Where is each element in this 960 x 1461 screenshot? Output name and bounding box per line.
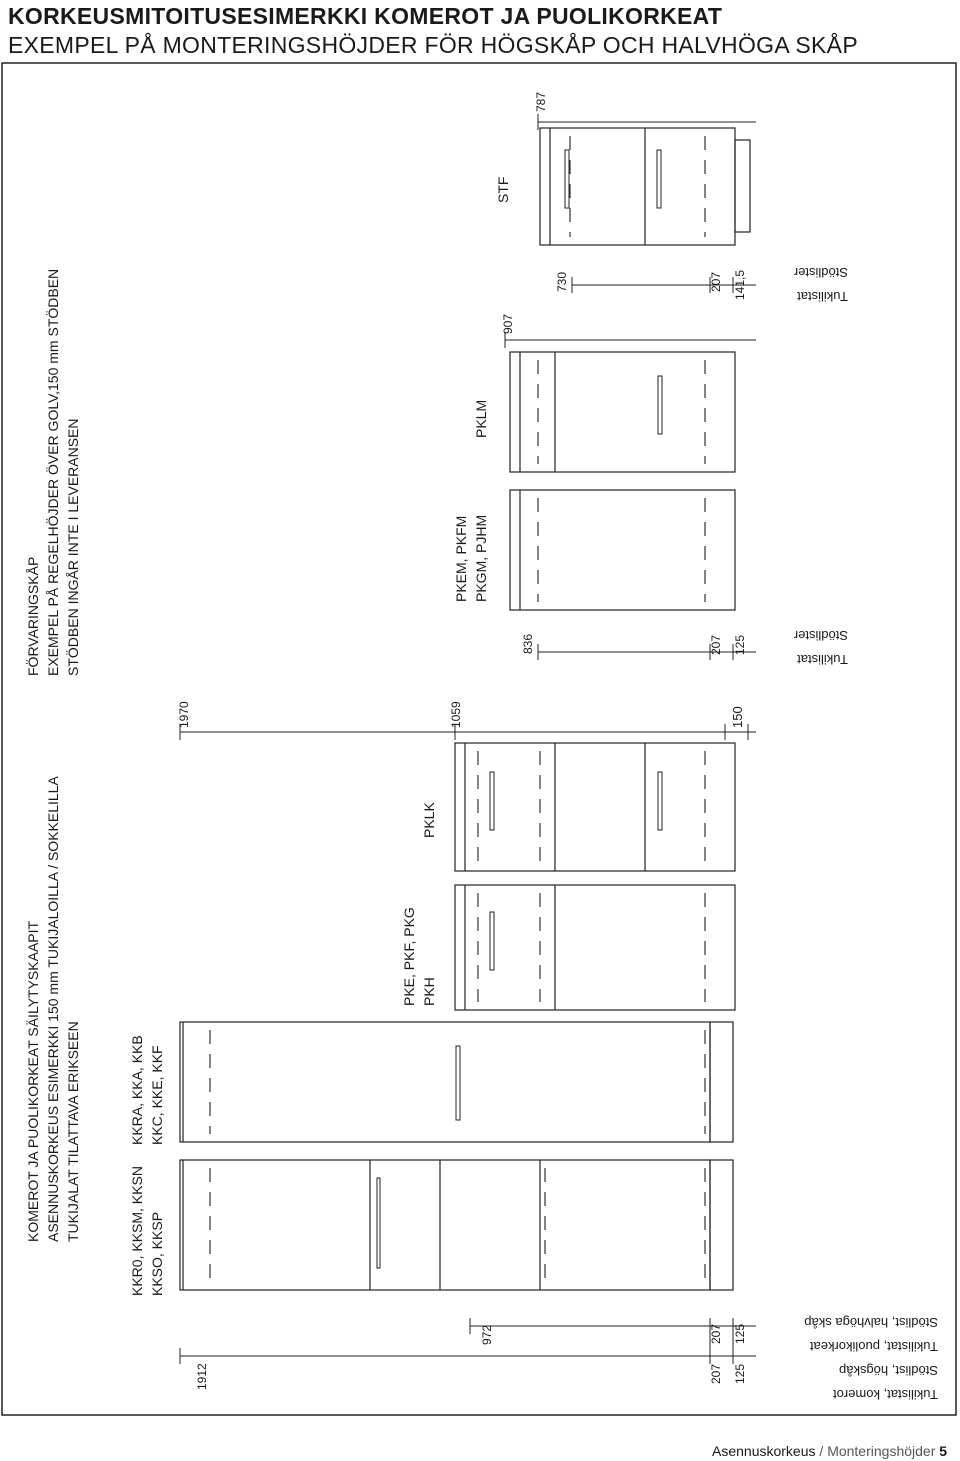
- storage-cabinet-hidden-lines: [538, 136, 705, 602]
- dim-125-mid: 125: [733, 1323, 747, 1344]
- legend-mid: [793, 628, 848, 667]
- dim-972: 972: [480, 1324, 494, 1345]
- dim-207-left: 207: [709, 1363, 723, 1384]
- label-kkr: KKR0, KKSM, KKSN: [129, 1166, 145, 1296]
- dimension-lines: [180, 114, 756, 1364]
- dim-1059: 1059: [449, 701, 463, 728]
- note-right-3: STÖDBEN INGÅR INTE I LEVERANSEN: [65, 418, 81, 676]
- legend-mid-1: Tukilistat: [797, 652, 848, 667]
- legend-top-1: Tukilistat: [797, 289, 848, 304]
- legend-bottom-2: Stödlist, högskåp: [838, 1363, 938, 1378]
- model-labels: [129, 177, 511, 1296]
- footer-separator: /: [815, 1443, 828, 1459]
- legend-top: [793, 265, 848, 304]
- label-stf: STF: [495, 176, 511, 203]
- tall-cabinet-handles: [377, 1046, 460, 1268]
- footer-section-fi: Asennuskorkeus: [712, 1443, 816, 1459]
- legend-bottom-3: Tukilistat, puolikorkeat: [809, 1339, 938, 1354]
- label-pke: PKE, PKF, PKG: [401, 907, 417, 1006]
- storage-cabinets-right: [510, 128, 750, 610]
- note-left-2: ASENNUSKORKEUS ESIMERKKI 150 mm TUKIJALOILLA / SOKKELILLA: [45, 776, 61, 1242]
- legend-bottom-4: Stödlist, halvhöga skåp: [804, 1315, 938, 1330]
- note-right-2: EXEMPEL PÅ REGELHÖJDER ÖVER GOLV,150 mm STÖDBEN: [45, 268, 61, 676]
- legend-bottom-1: Tukilistat, komerot: [833, 1387, 938, 1402]
- page-title: KORKEUSMITOITUSESIMERKKI KOMEROT JA PUOLIKORKEAT: [8, 3, 723, 29]
- note-left-3: TUKIJALAT TILATTAVA ERIKSEEN: [65, 1021, 81, 1242]
- label-pklk: PKLK: [421, 802, 437, 838]
- dim-150: 150: [730, 706, 745, 728]
- label-kkra: KKRA, KKA, KKB: [129, 1035, 145, 1145]
- half-cabinet-hidden-lines: [478, 751, 705, 1002]
- notes-right: [24, 269, 81, 676]
- legend-bottom: [804, 1315, 938, 1402]
- dim-787: 787: [534, 91, 548, 112]
- note-left-1: KOMEROT JA PUOLIKORKEAT SÄILYTYSKAAPIT: [25, 920, 41, 1242]
- page-footer: [712, 1443, 947, 1459]
- label-pkh: PKH: [421, 977, 437, 1006]
- label-pkem: PKEM, PKFM: [453, 515, 469, 602]
- tall-cabinet-hidden-lines: [210, 1030, 705, 1282]
- footer-section-sv: Monteringshöjder: [827, 1443, 936, 1459]
- dim-1912: 1912: [195, 1363, 209, 1390]
- storage-cabinet-handles: [565, 150, 662, 434]
- dim-730: 730: [555, 271, 569, 292]
- label-pklm: PKLM: [473, 399, 489, 438]
- dim-836: 836: [521, 633, 535, 654]
- notes-left: [25, 776, 81, 1242]
- dim-907: 907: [501, 313, 515, 334]
- dim-207-right: 207: [709, 634, 723, 655]
- note-right-1: FÖRVARINGSKÅP: [25, 556, 41, 676]
- dim-1970: 1970: [177, 701, 191, 728]
- dimension-labels: [177, 92, 747, 1390]
- label-pkgm: PKGM, PJHM: [473, 514, 489, 602]
- half-cabinets-middle: [455, 743, 735, 1010]
- legend-mid-2: Stödlister: [793, 628, 848, 643]
- dim-207-mid: 207: [709, 1323, 723, 1344]
- legend-top-2: Stödlister: [793, 265, 848, 280]
- dim-141-5: 141,5: [733, 269, 747, 300]
- dim-125-right: 125: [733, 634, 747, 655]
- page-number: 5: [939, 1443, 948, 1459]
- dim-125-left: 125: [733, 1363, 747, 1384]
- label-kkc: KKC, KKE, KKF: [149, 1045, 165, 1145]
- dim-207-top: 207: [709, 271, 723, 292]
- page-subtitle: EXEMPEL PÅ MONTERINGSHÖJDER FÖR HÖGSKÅP OCH HALVHÖGA SKÅP: [8, 32, 858, 58]
- label-kkso: KKSO, KKSP: [149, 1211, 165, 1296]
